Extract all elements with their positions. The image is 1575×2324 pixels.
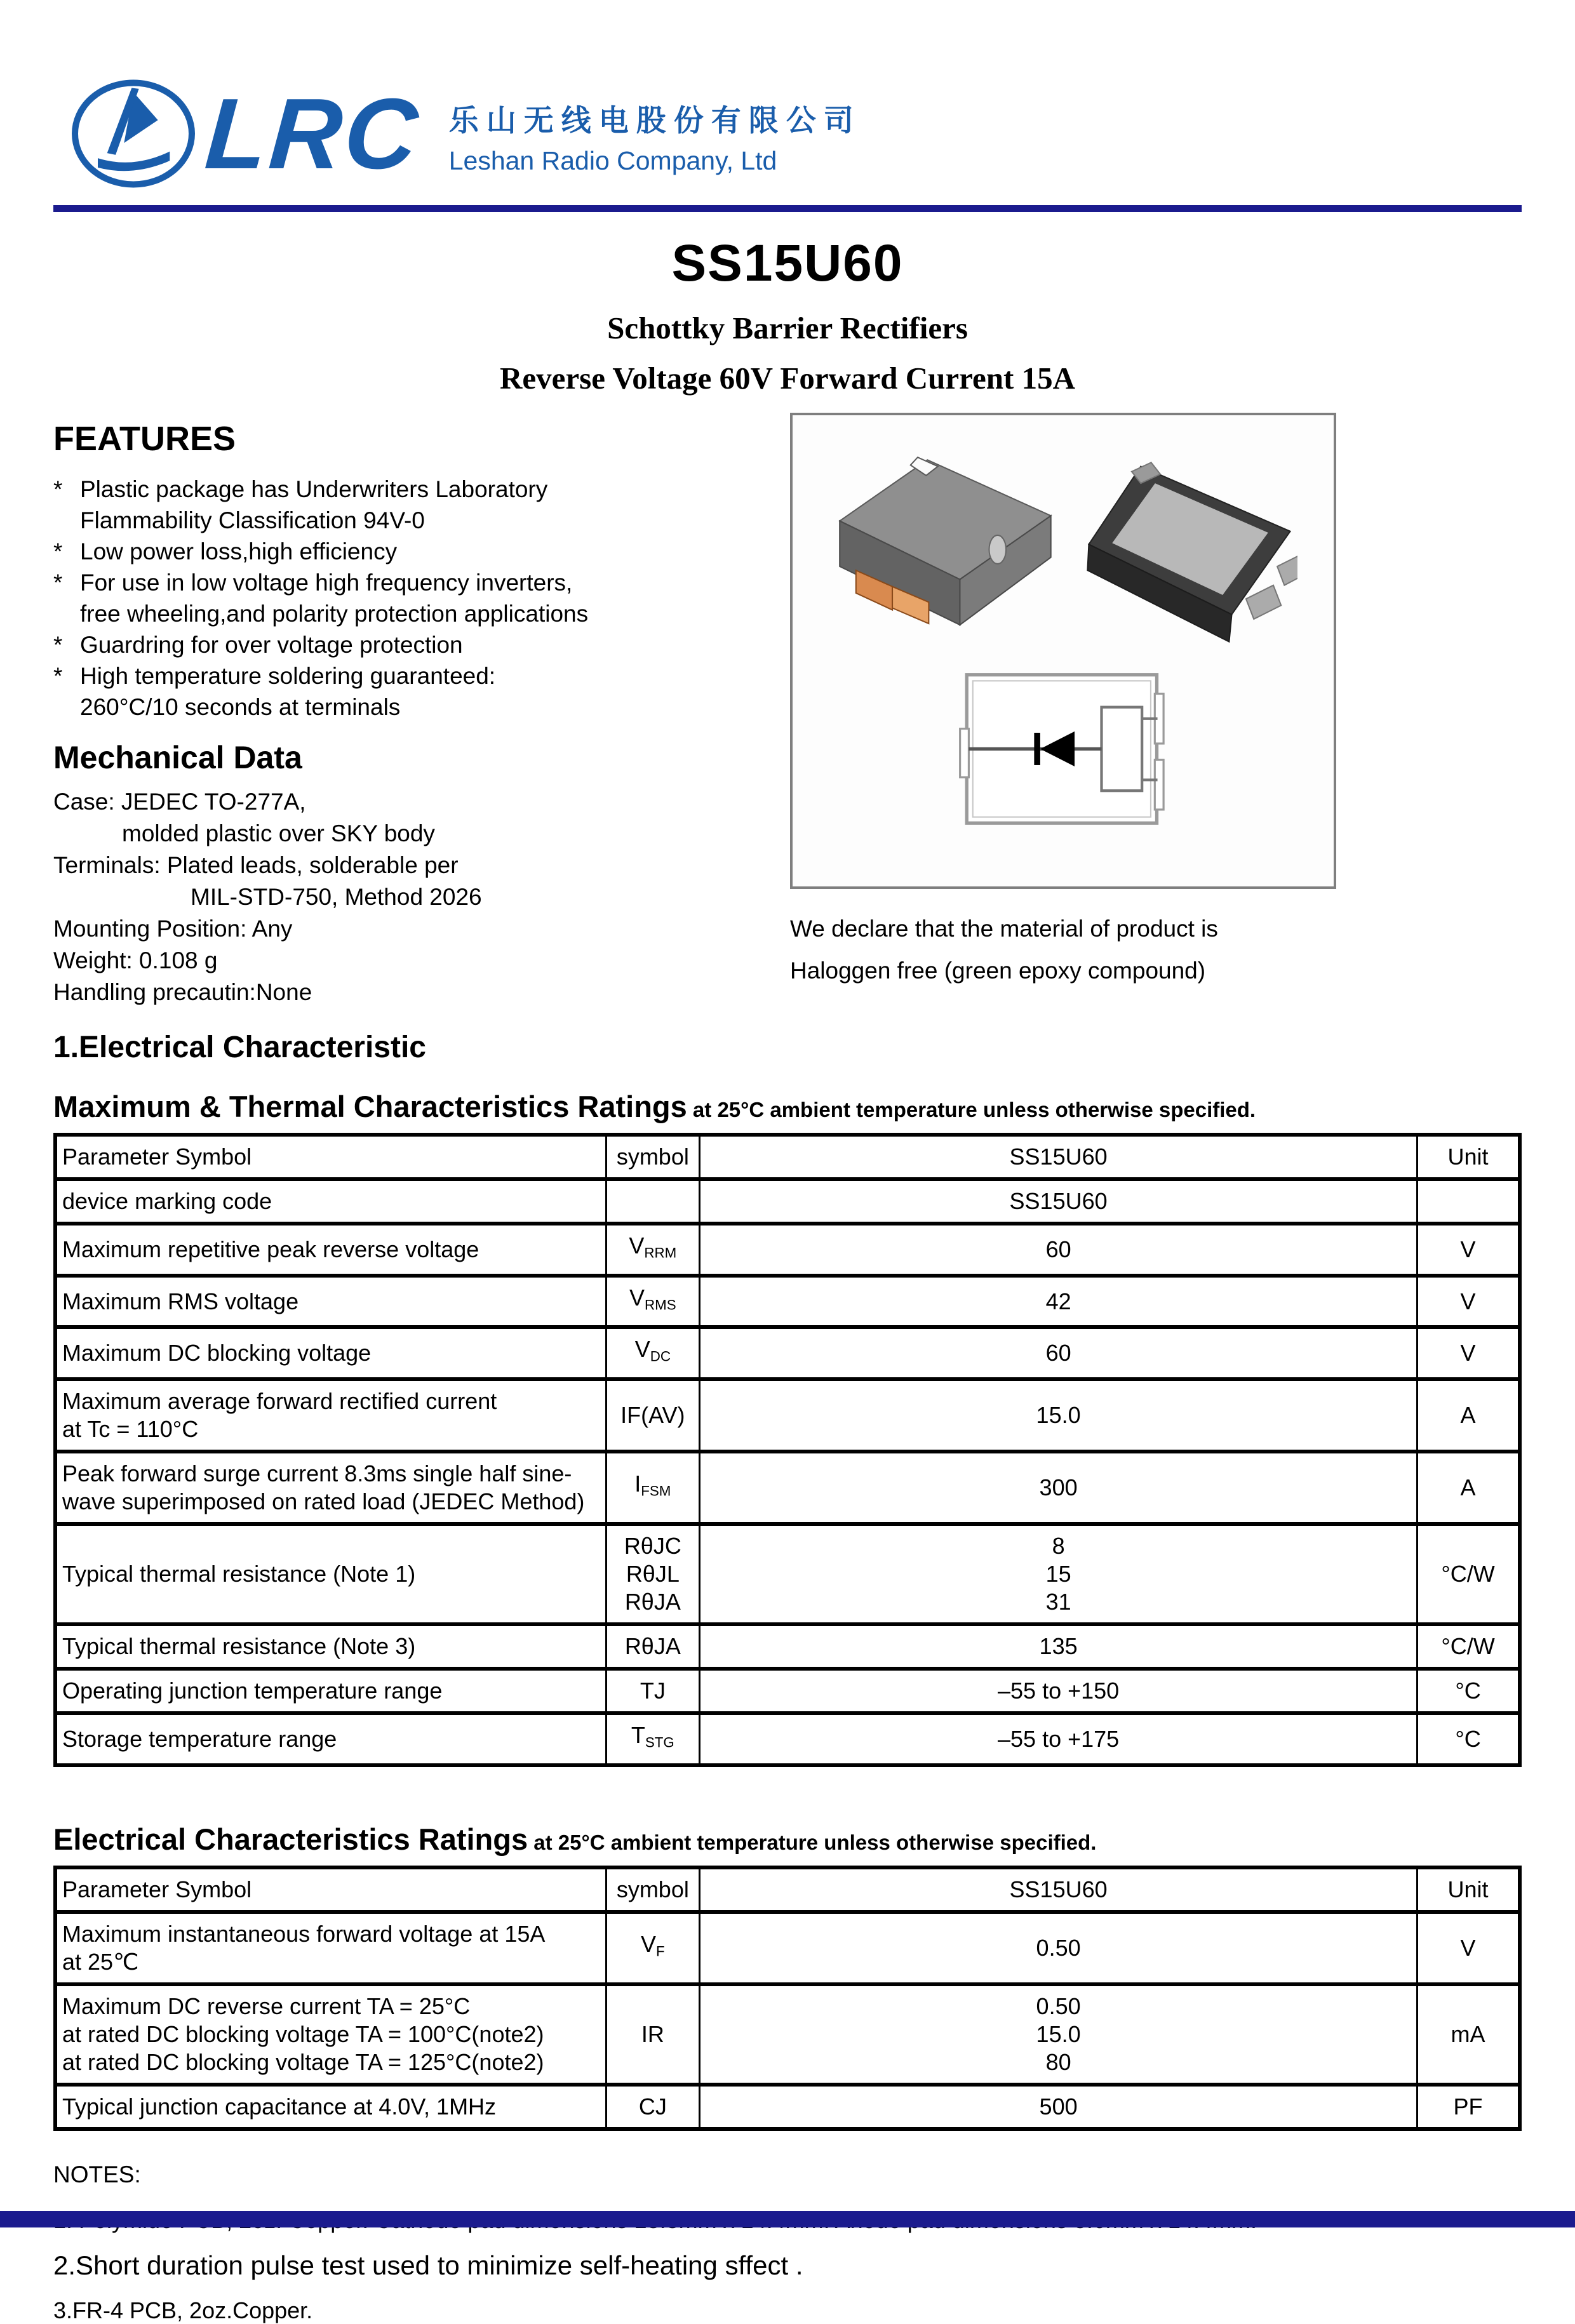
features-column	[53, 413, 784, 1065]
electrical-ratings-table	[53, 1866, 1522, 2131]
param-line: Peak forward surge current 8.3ms single half sine-	[62, 1460, 572, 1487]
value-cell	[700, 1984, 1418, 2085]
features-title: FEATURES	[53, 420, 236, 458]
param-line: Maximum instantaneous forward voltage at 15A	[62, 1920, 546, 1947]
symbol-cell	[606, 1276, 700, 1328]
symbol-text: RθJA	[624, 1589, 681, 1615]
table1-title-main: Maximum & Thermal Characteristics Ratings	[53, 1090, 687, 1123]
value-line: 60	[1045, 1340, 1071, 1366]
table-row	[55, 1179, 1520, 1224]
param-cell	[55, 1135, 606, 1179]
value-cell	[700, 1624, 1418, 1669]
feature-item	[53, 660, 784, 691]
table1-title	[53, 1089, 1522, 1124]
unit-cell: A	[1418, 1379, 1520, 1452]
value-line: SS15U60	[1009, 1188, 1108, 1214]
header-row	[55, 1867, 1520, 1912]
symbol-text: RθJL	[626, 1561, 680, 1587]
table2-title	[53, 1822, 1522, 1857]
feature-text: free wheeling,and polarity protection applications	[80, 601, 589, 627]
table-row	[55, 1379, 1520, 1452]
unit-cell: °C	[1418, 1669, 1520, 1713]
header-row	[55, 1135, 1520, 1179]
symbol-cell	[606, 2085, 700, 2129]
header-rule	[53, 205, 1522, 212]
symbol-cell	[606, 1379, 700, 1452]
mechanical-title: Mechanical Data	[53, 740, 302, 775]
package-image-panel	[790, 413, 1336, 889]
notes-title: NOTES:	[53, 2161, 141, 2187]
unit-cell: °C	[1418, 1713, 1520, 1765]
symbol-text: V	[641, 1930, 657, 1957]
symbol-line	[612, 1335, 694, 1371]
symbol-text: IR	[641, 2020, 664, 2047]
symbol-cell	[606, 1912, 700, 1984]
mechanical-line: Terminals: Plated leads, solderable per	[53, 852, 459, 878]
symbol-text: IF(AV)	[620, 1402, 685, 1429]
symbol-cell	[606, 1984, 700, 2085]
param-line: at Tc = 110°C	[62, 1416, 199, 1443]
param-cell	[55, 1224, 606, 1276]
param-line: Parameter Symbol	[62, 1876, 252, 1902]
unit-cell: mA	[1418, 1984, 1520, 2085]
value-line: 0.50	[1036, 1993, 1081, 2019]
symbol-text: CJ	[638, 2093, 667, 2120]
table2-title-sub: at 25°C ambient temperature unless otherwise specified.	[528, 1830, 1097, 1854]
symbol-line	[612, 1284, 694, 1319]
value-cell	[700, 1713, 1418, 1765]
value-cell	[700, 1135, 1418, 1179]
value-cell	[700, 1669, 1418, 1713]
symbol-line	[612, 1677, 694, 1705]
mechanical-line: Mounting Position: Any	[53, 916, 293, 942]
symbol-cell	[606, 1327, 700, 1379]
feature-bullet: *	[53, 476, 63, 502]
feature-item	[53, 474, 784, 505]
param-line: Maximum DC blocking voltage	[62, 1340, 372, 1366]
symbol-line	[612, 1532, 694, 1560]
symbol-cell	[606, 1669, 700, 1713]
feature-bullet	[53, 598, 80, 629]
unit-cell: °C/W	[1418, 1624, 1520, 1669]
feature-text: 260°C/10 seconds at terminals	[80, 694, 401, 720]
feature-item	[53, 691, 784, 723]
header	[0, 0, 1575, 192]
param-line: Operating junction temperature range	[62, 1678, 443, 1704]
notes-section	[53, 2159, 1522, 2324]
feature-item	[53, 598, 784, 629]
value-line: 15	[1045, 1561, 1071, 1587]
table-row	[55, 1984, 1520, 2085]
unit-cell: A	[1418, 1452, 1520, 1524]
feature-item	[53, 629, 784, 660]
feature-text: For use in low voltage high frequency inverters,	[80, 570, 573, 596]
symbol-cell	[606, 1452, 700, 1524]
feature-text: High temperature soldering guaranteed:	[80, 663, 496, 689]
brand-english: Leshan Radio Company, Ltd	[448, 145, 777, 175]
param-cell	[55, 1276, 606, 1328]
value-line: SS15U60	[1009, 1144, 1108, 1170]
value-line: 31	[1045, 1589, 1071, 1615]
feature-text: Guardring for over voltage protection	[80, 632, 463, 658]
brand-chinese: 乐山无线电股份有限公司	[448, 103, 861, 137]
table-row	[55, 1276, 1520, 1328]
symbol-text: symbol	[616, 1144, 689, 1170]
value-cell	[700, 1276, 1418, 1328]
param-line: Maximum DC reverse current TA = 25°C	[62, 1993, 471, 2019]
lrc-logo-text: LRC	[201, 77, 424, 190]
param-line: Maximum average forward rectified current	[62, 1388, 497, 1415]
symbol-line	[612, 1232, 694, 1267]
unit-cell: PF	[1418, 2085, 1520, 2129]
package-column	[784, 413, 1522, 1065]
symbol-subscript: F	[656, 1943, 665, 1960]
param-cell	[55, 1379, 606, 1452]
param-line: Typical thermal resistance (Note 3)	[62, 1633, 416, 1660]
value-cell	[700, 1524, 1418, 1624]
value-line: 0.50	[1036, 1934, 1081, 1961]
value-line: 135	[1039, 1633, 1078, 1660]
value-line: 15.0	[1036, 1402, 1081, 1429]
symbol-cell	[606, 1135, 700, 1179]
value-line: 8	[1052, 1533, 1065, 1559]
symbol-line	[612, 1470, 694, 1506]
table-row	[55, 1327, 1520, 1379]
param-cell	[55, 1179, 606, 1224]
mechanical-line: Weight: 0.108 g	[53, 947, 218, 973]
value-line: 42	[1045, 1288, 1071, 1314]
electrical-characteristic-heading: 1.Electrical Characteristic	[53, 1031, 426, 1064]
feature-bullet	[53, 505, 80, 536]
table-row	[55, 1624, 1520, 1669]
param-line: wave superimposed on rated load (JEDEC Method)	[62, 1488, 585, 1515]
symbol-line	[612, 1721, 694, 1757]
feature-text: Plastic package has Underwriters Laboratory	[80, 476, 548, 502]
symbol-line	[612, 1401, 694, 1429]
param-line: device marking code	[62, 1188, 272, 1214]
value-line: 300	[1039, 1474, 1078, 1501]
table-row	[55, 1912, 1520, 1984]
value-cell	[700, 1452, 1418, 1524]
unit-cell: Unit	[1418, 1135, 1520, 1179]
features-list	[53, 474, 784, 723]
mechanical-line: MIL-STD-750, Method 2026	[191, 884, 482, 910]
feature-text: Low power loss,high efficiency	[80, 538, 398, 564]
value-cell	[700, 1224, 1418, 1276]
value-cell	[700, 1379, 1418, 1452]
param-cell	[55, 2085, 606, 2129]
package-render-top-icon	[829, 452, 1065, 650]
param-cell	[55, 1327, 606, 1379]
diode-schematic-icon	[958, 667, 1168, 832]
symbol-text: T	[631, 1722, 645, 1749]
unit-cell: V	[1418, 1224, 1520, 1276]
feature-bullet: *	[53, 632, 63, 658]
value-line: 80	[1045, 2048, 1071, 2075]
symbol-cell	[606, 1624, 700, 1669]
package-render-bottom-icon	[1082, 452, 1297, 650]
param-line: Storage temperature range	[62, 1725, 337, 1752]
param-cell	[55, 1867, 606, 1912]
symbol-line	[612, 2093, 694, 2121]
symbol-line	[612, 1930, 694, 1966]
title-block	[0, 234, 1575, 396]
symbol-text: I	[634, 1471, 641, 1497]
max-thermal-ratings-table	[53, 1133, 1522, 1767]
brand-block	[449, 92, 861, 176]
feature-bullet: *	[53, 538, 63, 564]
symbol-line	[612, 1876, 694, 1904]
param-cell	[55, 1713, 606, 1765]
symbol-cell	[606, 1713, 700, 1765]
value-line: 500	[1039, 2093, 1078, 2120]
feature-bullet	[53, 691, 80, 723]
upper-columns	[0, 413, 1575, 1065]
symbol-subscript: RMS	[645, 1297, 676, 1313]
table-row	[55, 2085, 1520, 2129]
param-cell	[55, 1624, 606, 1669]
symbol-text: V	[629, 1284, 645, 1311]
unit-cell: V	[1418, 1327, 1520, 1379]
table-row	[55, 1224, 1520, 1276]
value-line: 60	[1045, 1236, 1071, 1262]
mechanical-lines	[53, 786, 784, 1008]
lrc-emblem-icon	[70, 75, 197, 192]
value-line: –55 to +150	[998, 1678, 1120, 1704]
unit-cell: Unit	[1418, 1867, 1520, 1912]
package-renders	[829, 452, 1297, 650]
unit-cell	[1418, 1179, 1520, 1224]
value-line: –55 to +175	[998, 1725, 1120, 1752]
param-line: Typical junction capacitance at 4.0V, 1MHz	[62, 2093, 497, 2120]
table2-title-main: Electrical Characteristics Ratings	[53, 1822, 528, 1856]
declaration-line-1: We declare that the material of product is	[790, 916, 1218, 942]
param-line: at rated DC blocking voltage TA = 100°C(note2)	[62, 2020, 544, 2047]
value-line: 15.0	[1036, 2020, 1081, 2047]
note-item: 2.Short duration pulse test used to minimize self-heating sffect .	[53, 2250, 803, 2280]
symbol-cell	[606, 1867, 700, 1912]
symbol-subscript: FSM	[641, 1483, 671, 1499]
symbol-line	[612, 1560, 694, 1588]
note-item: 3.FR-4 PCB, 2oz.Copper.	[53, 2297, 313, 2323]
value-cell	[700, 1867, 1418, 1912]
symbol-cell	[606, 1179, 700, 1224]
feature-text: Flammability Classification 94V-0	[80, 507, 425, 533]
mechanical-line: Case: JEDEC TO-277A,	[53, 789, 306, 815]
mechanical-line: molded plastic over SKY body	[122, 820, 435, 846]
symbol-subscript: RRM	[644, 1245, 677, 1261]
param-cell	[55, 1452, 606, 1524]
table-row	[55, 1524, 1520, 1624]
mechanical-line: Handling precautin:None	[53, 979, 312, 1005]
value-line: SS15U60	[1009, 1876, 1108, 1902]
unit-cell: V	[1418, 1276, 1520, 1328]
declaration-line-2: Haloggen free (green epoxy compound)	[790, 958, 1206, 984]
value-cell	[700, 2085, 1418, 2129]
symbol-text: RθJC	[624, 1533, 681, 1559]
subtitle-product-family: Schottky Barrier Rectifiers	[607, 311, 968, 345]
symbol-text: symbol	[616, 1876, 689, 1902]
table-row	[55, 1452, 1520, 1524]
param-cell	[55, 1912, 606, 1984]
symbol-line	[612, 1143, 694, 1171]
symbol-cell	[606, 1224, 700, 1276]
param-cell	[55, 1669, 606, 1713]
part-number-title: SS15U60	[671, 234, 904, 292]
table-row	[55, 1713, 1520, 1765]
feature-bullet: *	[53, 570, 63, 596]
value-cell	[700, 1327, 1418, 1379]
footer-bar	[0, 2211, 1575, 2227]
symbol-cell	[606, 1524, 700, 1624]
table-row	[55, 1669, 1520, 1713]
feature-bullet: *	[53, 663, 63, 689]
material-declaration	[790, 908, 1522, 992]
symbol-text: TJ	[640, 1678, 666, 1704]
symbol-text: V	[629, 1232, 645, 1259]
symbol-line	[612, 1588, 694, 1616]
unit-cell: °C/W	[1418, 1524, 1520, 1624]
param-line: at rated DC blocking voltage TA = 125°C(note2)	[62, 2048, 544, 2075]
symbol-text: V	[634, 1336, 650, 1363]
symbol-text: RθJA	[624, 1633, 681, 1660]
symbol-subscript: DC	[650, 1349, 671, 1365]
value-cell	[700, 1912, 1418, 1984]
symbol-line	[612, 2020, 694, 2048]
param-cell	[55, 1984, 606, 2085]
param-line: Parameter Symbol	[62, 1144, 252, 1170]
value-cell	[700, 1179, 1418, 1224]
feature-item	[53, 536, 784, 567]
table1-title-sub: at 25°C ambient temperature unless otherwise specified.	[687, 1098, 1256, 1121]
param-line: Maximum RMS voltage	[62, 1288, 299, 1314]
param-line: at 25℃	[62, 1948, 139, 1975]
param-line: Typical thermal resistance (Note 1)	[62, 1561, 416, 1587]
subtitle-ratings: Reverse Voltage 60V Forward Current 15A	[500, 361, 1075, 396]
symbol-line	[612, 1633, 694, 1660]
param-cell	[55, 1524, 606, 1624]
feature-item	[53, 567, 784, 598]
unit-cell: V	[1418, 1912, 1520, 1984]
feature-item	[53, 505, 784, 536]
param-line: Maximum repetitive peak reverse voltage	[62, 1236, 479, 1262]
symbol-subscript: STG	[645, 1734, 674, 1751]
